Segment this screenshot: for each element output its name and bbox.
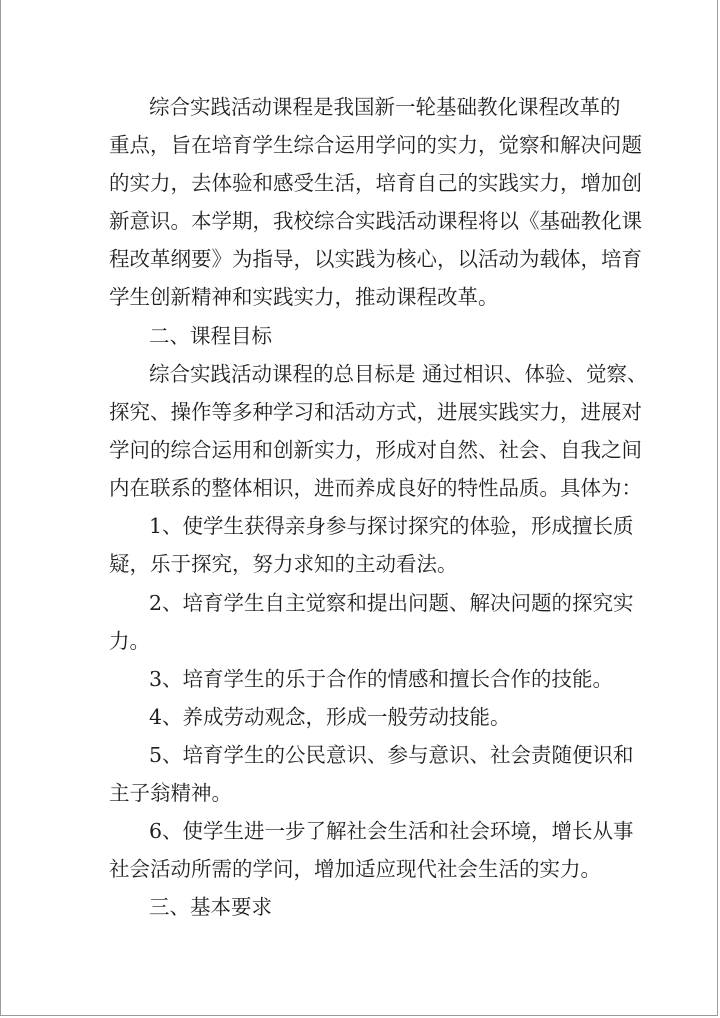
text-line: 重点，旨在培育学生综合运用学问的实力，觉察和解决问题 [109,133,642,157]
text-line: 学问的综合运用和创新实力，形成对自然、社会、自我之间 [109,438,642,462]
text-line: 学生创新精神和实践实力，推动课程改革。 [109,285,499,309]
text-line: 力。 [109,629,150,653]
text-line: 综合实践活动课程是我国新一轮基础教化课程改革的 [149,95,621,119]
list-item: 5、培育学生的公民意识、参与意识、社会责随便识和 [149,743,634,767]
text-line: 社会活动所需的学问，增加适应现代社会生活的实力。 [109,857,601,881]
list-item: 4、养成劳动观念，形成一般劳动技能。 [149,705,511,729]
list-item: 2、培育学生自主觉察和提出问题、解决问题的探究实 [149,591,634,615]
text-line: 探究、操作等多种学习和活动方式，进展实践实力，进展对 [109,400,642,424]
text-line: 内在联系的整体相识，进而养成良好的特性品质。具体为： [109,476,642,500]
text-line: 程改革纲要》为指导，以实践为核心，以活动为载体，培育 [109,247,642,271]
list-item: 1、使学生获得亲身参与探讨探究的体验，形成擅长质 [149,514,634,538]
text-line: 主子翁精神。 [109,781,232,805]
text-line: 的实力，去体验和感受生活，培育自己的实践实力，增加创 [109,171,642,195]
list-item: 6、使学生进一步了解社会生活和社会环境，增长从事 [149,819,634,843]
text-line: 综合实践活动课程的总目标是 通过相识、体验、觉察、 [149,362,648,386]
section-heading: 二、课程目标 [149,324,272,348]
section-heading: 三、基本要求 [149,895,272,919]
text-line: 疑，乐于探究，努力求知的主动看法。 [109,552,458,576]
list-item: 3、培育学生的乐于合作的情感和擅长合作的技能。 [149,667,614,691]
text-line: 新意识。本学期，我校综合实践活动课程将以《基础教化课 [109,209,642,233]
